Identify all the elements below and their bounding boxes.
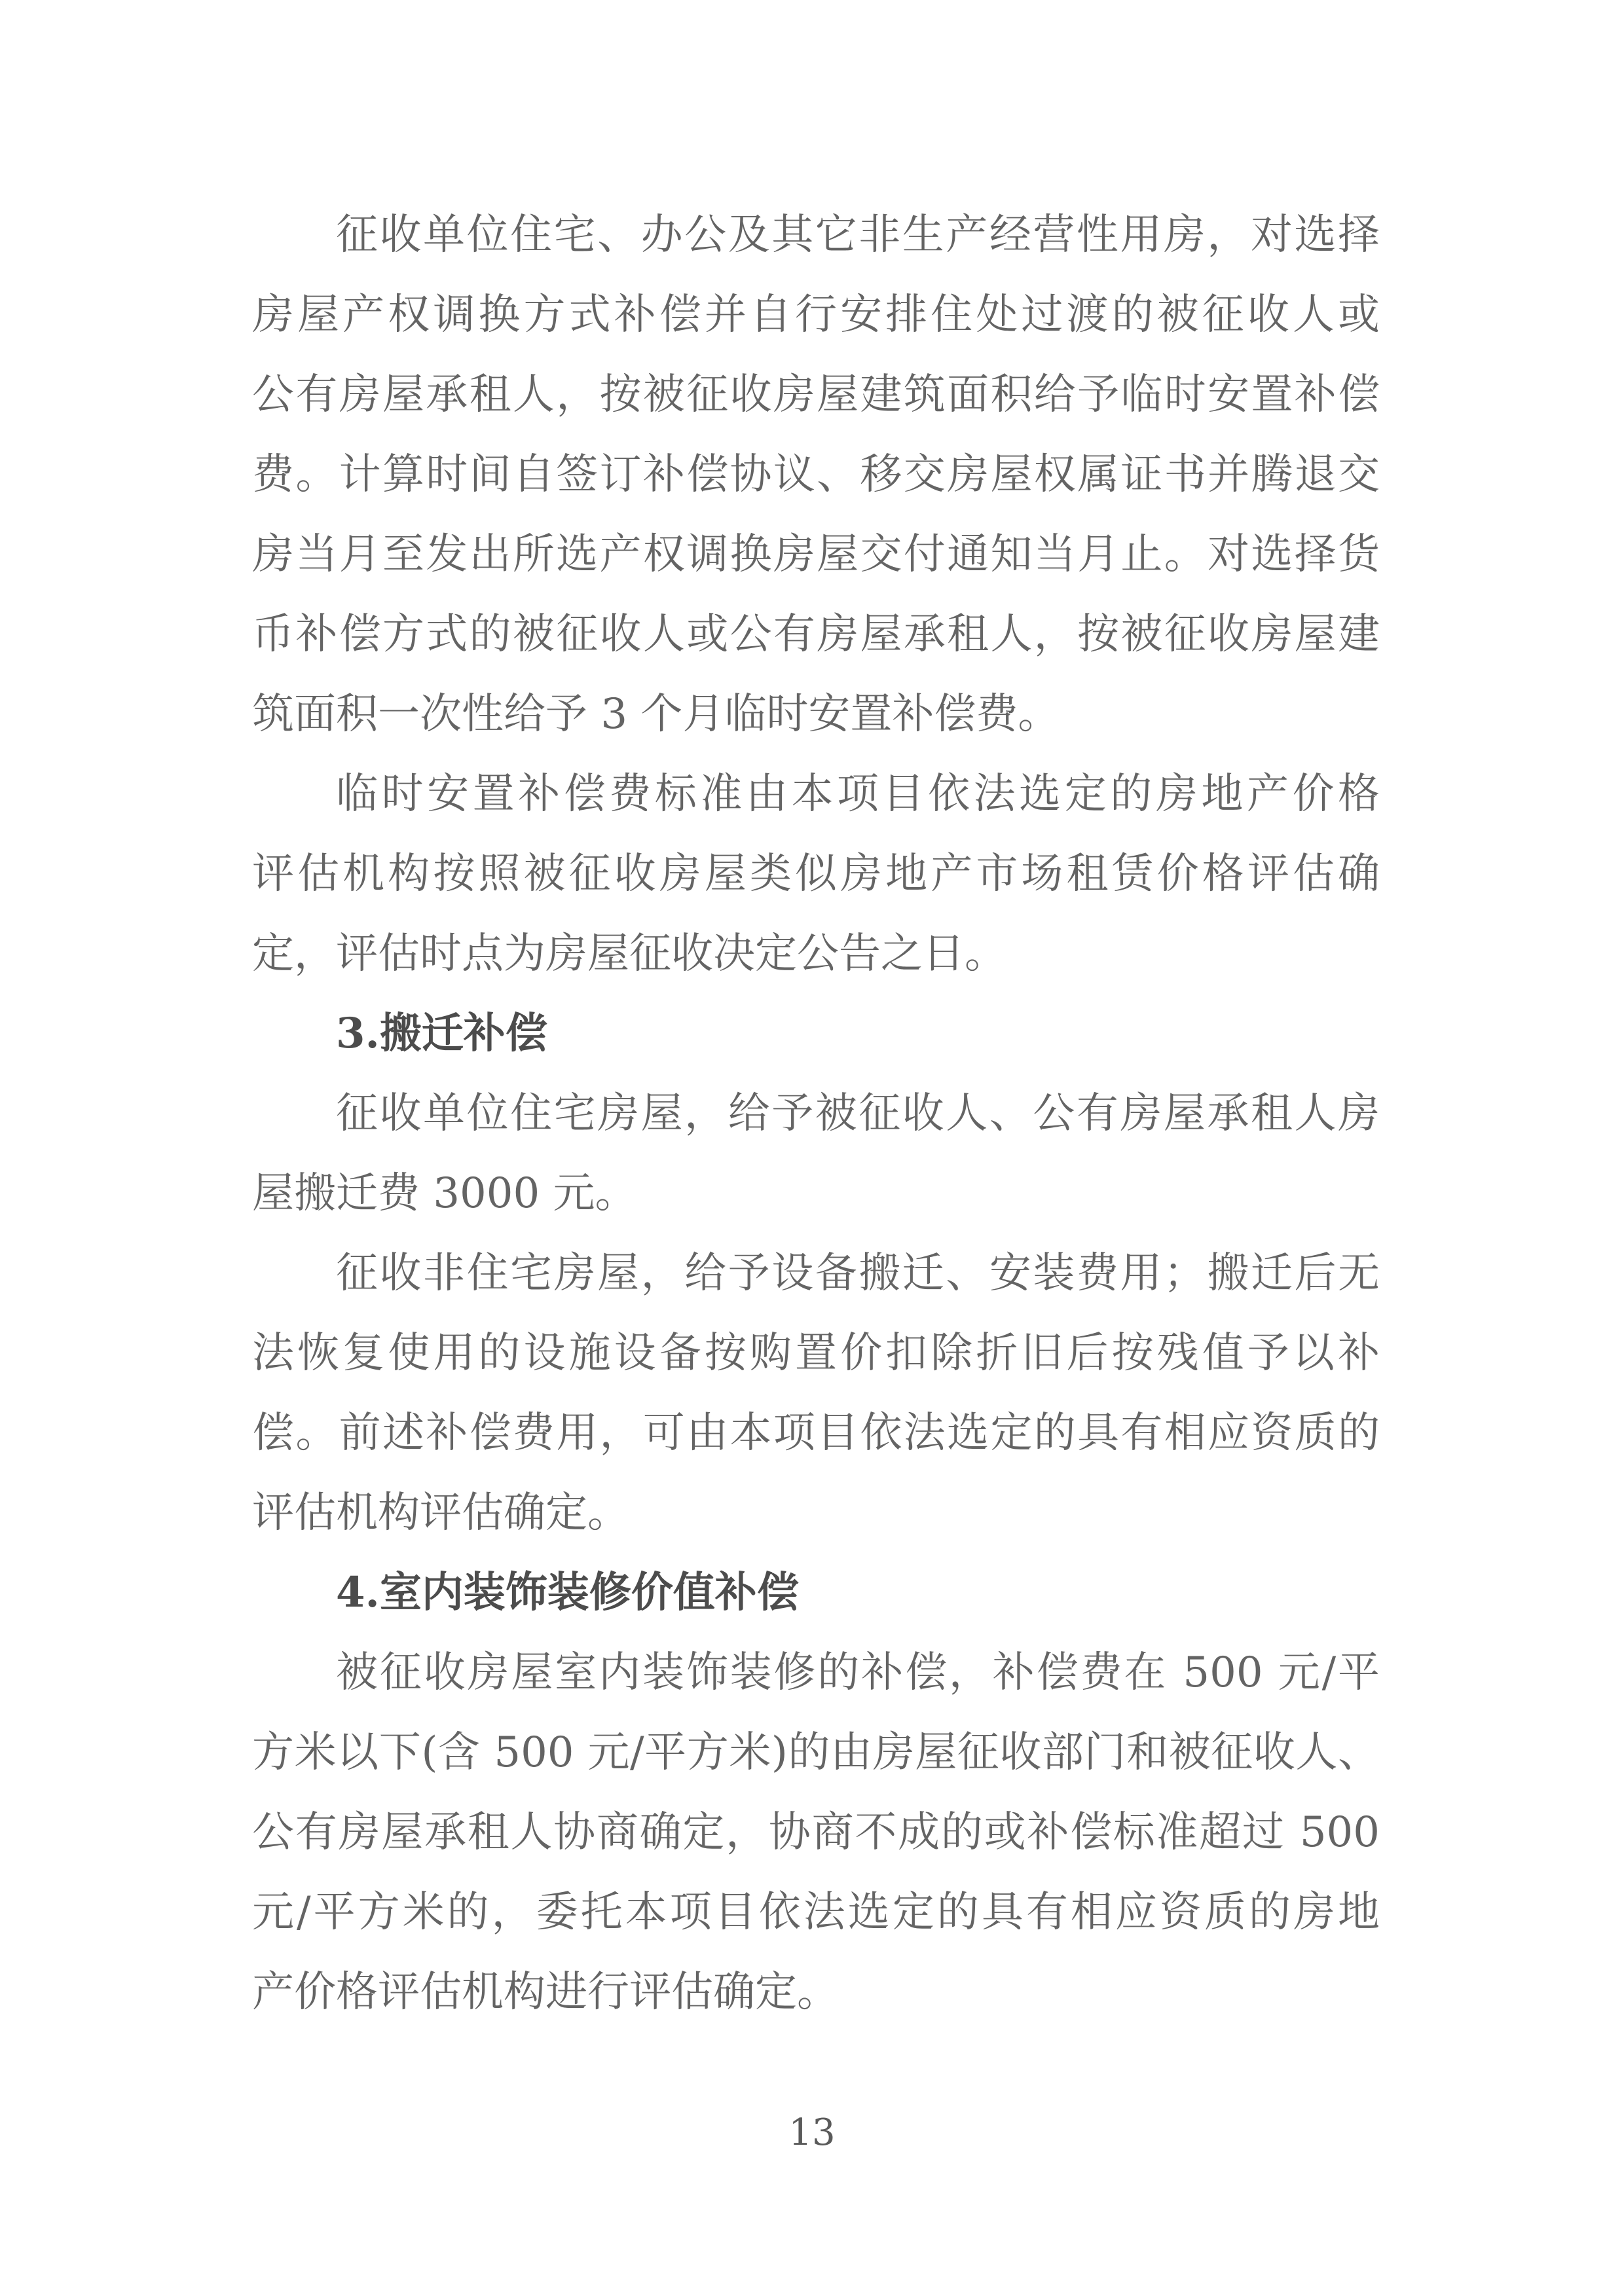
text-line: 评估机构评估确定。 (252, 1489, 629, 1537)
text-body (252, 195, 1380, 2032)
text-line: 定，评估时点为房屋征收决定公告之日。 (252, 930, 1006, 978)
text-line: 临时安置补偿费标准由本项目依法选定的房地产价格 (336, 770, 1380, 818)
page-number: 13 (788, 2111, 836, 2154)
paragraph (252, 1633, 1380, 2032)
section-heading-text: 4.室内装饰装修价值补偿 (336, 1568, 799, 1617)
section-heading-text: 3.搬迁补偿 (336, 1009, 547, 1058)
paragraph (252, 1074, 1380, 1233)
text-line: 产价格评估机构进行评估确定。 (252, 1968, 839, 2016)
text-line: 币补偿方式的被征收人或公有房屋承租人，按被征收房屋建 (252, 610, 1380, 659)
text-line: 公有房屋承租人，按被征收房屋建筑面积给予临时安置补偿 (252, 371, 1380, 419)
text-line: 征收单位住宅、办公及其它非生产经营性用房，对选择 (336, 211, 1380, 259)
text-line: 房屋产权调换方式补偿并自行安排住处过渡的被征收人或 (252, 291, 1380, 339)
text-line: 法恢复使用的设施设备按购置价扣除折旧后按残值予以补 (252, 1329, 1380, 1377)
text-line: 房当月至发出所选产权调换房屋交付通知当月止。对选择货 (252, 530, 1380, 579)
paragraph (252, 1233, 1380, 1553)
text-line: 征收单位住宅房屋，给予被征收人、公有房屋承租人房 (336, 1089, 1380, 1138)
text-line: 公有房屋承租人协商确定，协商不成的或补偿标准超过 500 (252, 1808, 1380, 1857)
paragraph (252, 754, 1380, 994)
text-line: 费。计算时间自签订补偿协议、移交房屋权属证书并腾退交 (252, 450, 1380, 499)
text-line: 偿。前述补偿费用，可由本项目依法选定的具有相应资质的 (252, 1409, 1380, 1457)
text-line: 元/平方米的，委托本项目依法选定的具有相应资质的房地 (252, 1888, 1380, 1937)
text-line: 评估机构按照被征收房屋类似房地产市场租赁价格评估确 (252, 850, 1380, 898)
text-line: 征收非住宅房屋，给予设备搬迁、安装费用；搬迁后无 (336, 1249, 1380, 1298)
section-heading (252, 1553, 1380, 1633)
text-line: 筑面积一次性给予 3 个月临时安置补偿费。 (252, 690, 1060, 738)
text-line: 方米以下(含 500 元/平方米)的由房屋征收部门和被征收人、 (252, 1728, 1380, 1777)
text-line: 屋搬迁费 3000 元。 (252, 1169, 637, 1218)
section-heading (252, 994, 1380, 1074)
text-line: 被征收房屋室内装饰装修的补偿，补偿费在 500 元/平 (336, 1649, 1380, 1697)
paragraph (252, 195, 1380, 754)
